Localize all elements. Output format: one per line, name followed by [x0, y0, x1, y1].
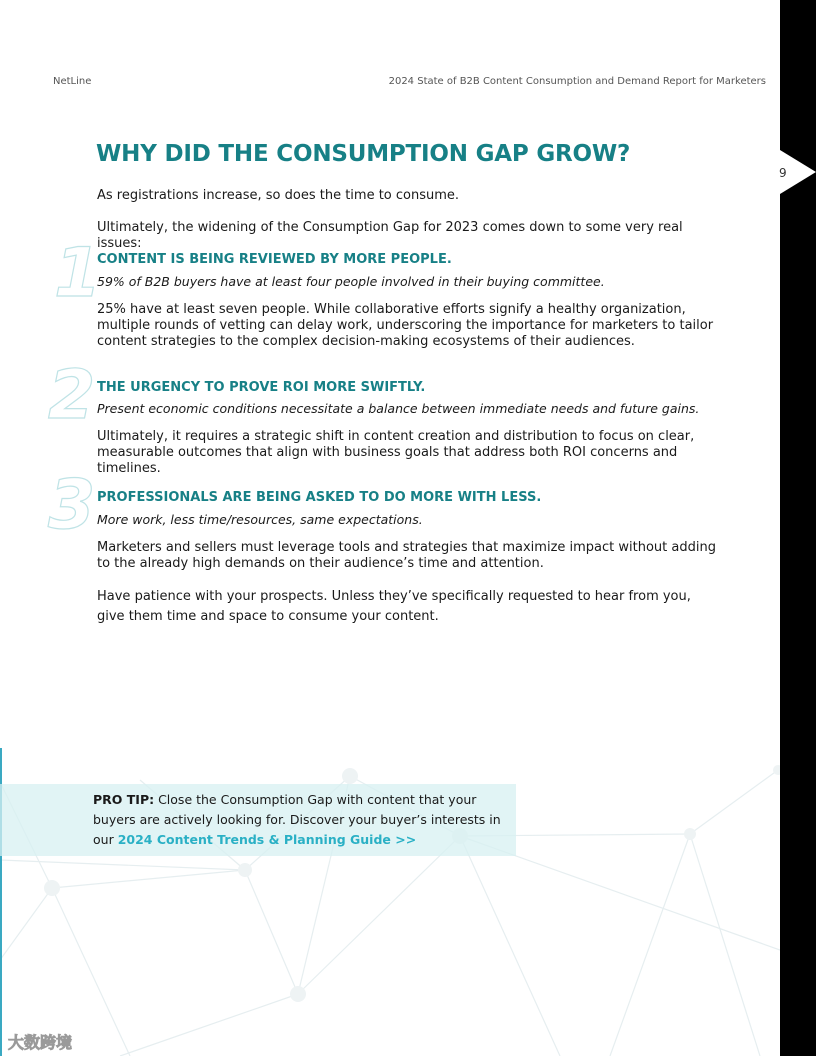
- header-brand: NetLine: [53, 76, 92, 87]
- section-body-1: 25% have at least seven people. While collaborative efforts signify a healthy organization, multiple rounds of vetting can delay work, underscoring the importance for marketers to tailor content strategies to the complex decision-making ecosystems of their audiences.: [97, 302, 714, 349]
- section-subheading-1: 59% of B2B buyers have at least four people involved in their buying committee.: [97, 274, 605, 289]
- watermark: 大数跨境: [8, 1033, 73, 1052]
- section-heading-1: CONTENT IS BEING REVIEWED BY MORE PEOPLE.: [97, 252, 452, 267]
- section-subheading-3: More work, less time/resources, same expectations.: [97, 512, 423, 527]
- section-subheading-2: Present economic conditions necessitate a balance between immediate needs and future gains.: [97, 401, 700, 416]
- intro-paragraph-1: As registrations increase, so does the time to consume.: [97, 188, 460, 203]
- intro-paragraph-2: Ultimately, the widening of the Consumption Gap for 2023 comes down to some very real issues:: [97, 220, 683, 251]
- closing-paragraph: Have patience with your prospects. Unless they’ve specifically requested to hear from you, give them time and space to consume your content.: [97, 589, 691, 624]
- section-body-2: Ultimately, it requires a strategic shift in content creation and distribution to focus on clear, measurable outcomes that align with business goals that address both ROI concerns and timelines.: [97, 429, 695, 476]
- section-heading-3: PROFESSIONALS ARE BEING ASKED TO DO MORE WITH LESS.: [97, 490, 542, 505]
- section-number-3: 3: [48, 466, 96, 545]
- header-report-title: 2024 State of B2B Content Consumption and Demand Report for Marketers: [388, 76, 766, 87]
- pro-tip-text: Close the Consumption Gap with content that your buyers are actively looking for. Discover your buyer’s interests in our: [93, 792, 501, 847]
- content-trends-guide-link[interactable]: 2024 Content Trends & Planning Guide >>: [117, 832, 417, 847]
- section-number-2: 2: [48, 356, 96, 435]
- pro-tip-label: PRO TIP:: [93, 792, 155, 807]
- section-body-3: Marketers and sellers must leverage tools and strategies that maximize impact without adding to the already high demands on their audience’s time and attention.: [97, 540, 716, 571]
- page-title: WHY DID THE CONSUMPTION GAP GROW?: [96, 141, 631, 167]
- section-number-1: 1: [54, 234, 102, 313]
- pro-tip: [93, 790, 503, 850]
- page-number: 9: [779, 166, 787, 180]
- section-heading-2: THE URGENCY TO PROVE ROI MORE SWIFTLY.: [97, 380, 426, 395]
